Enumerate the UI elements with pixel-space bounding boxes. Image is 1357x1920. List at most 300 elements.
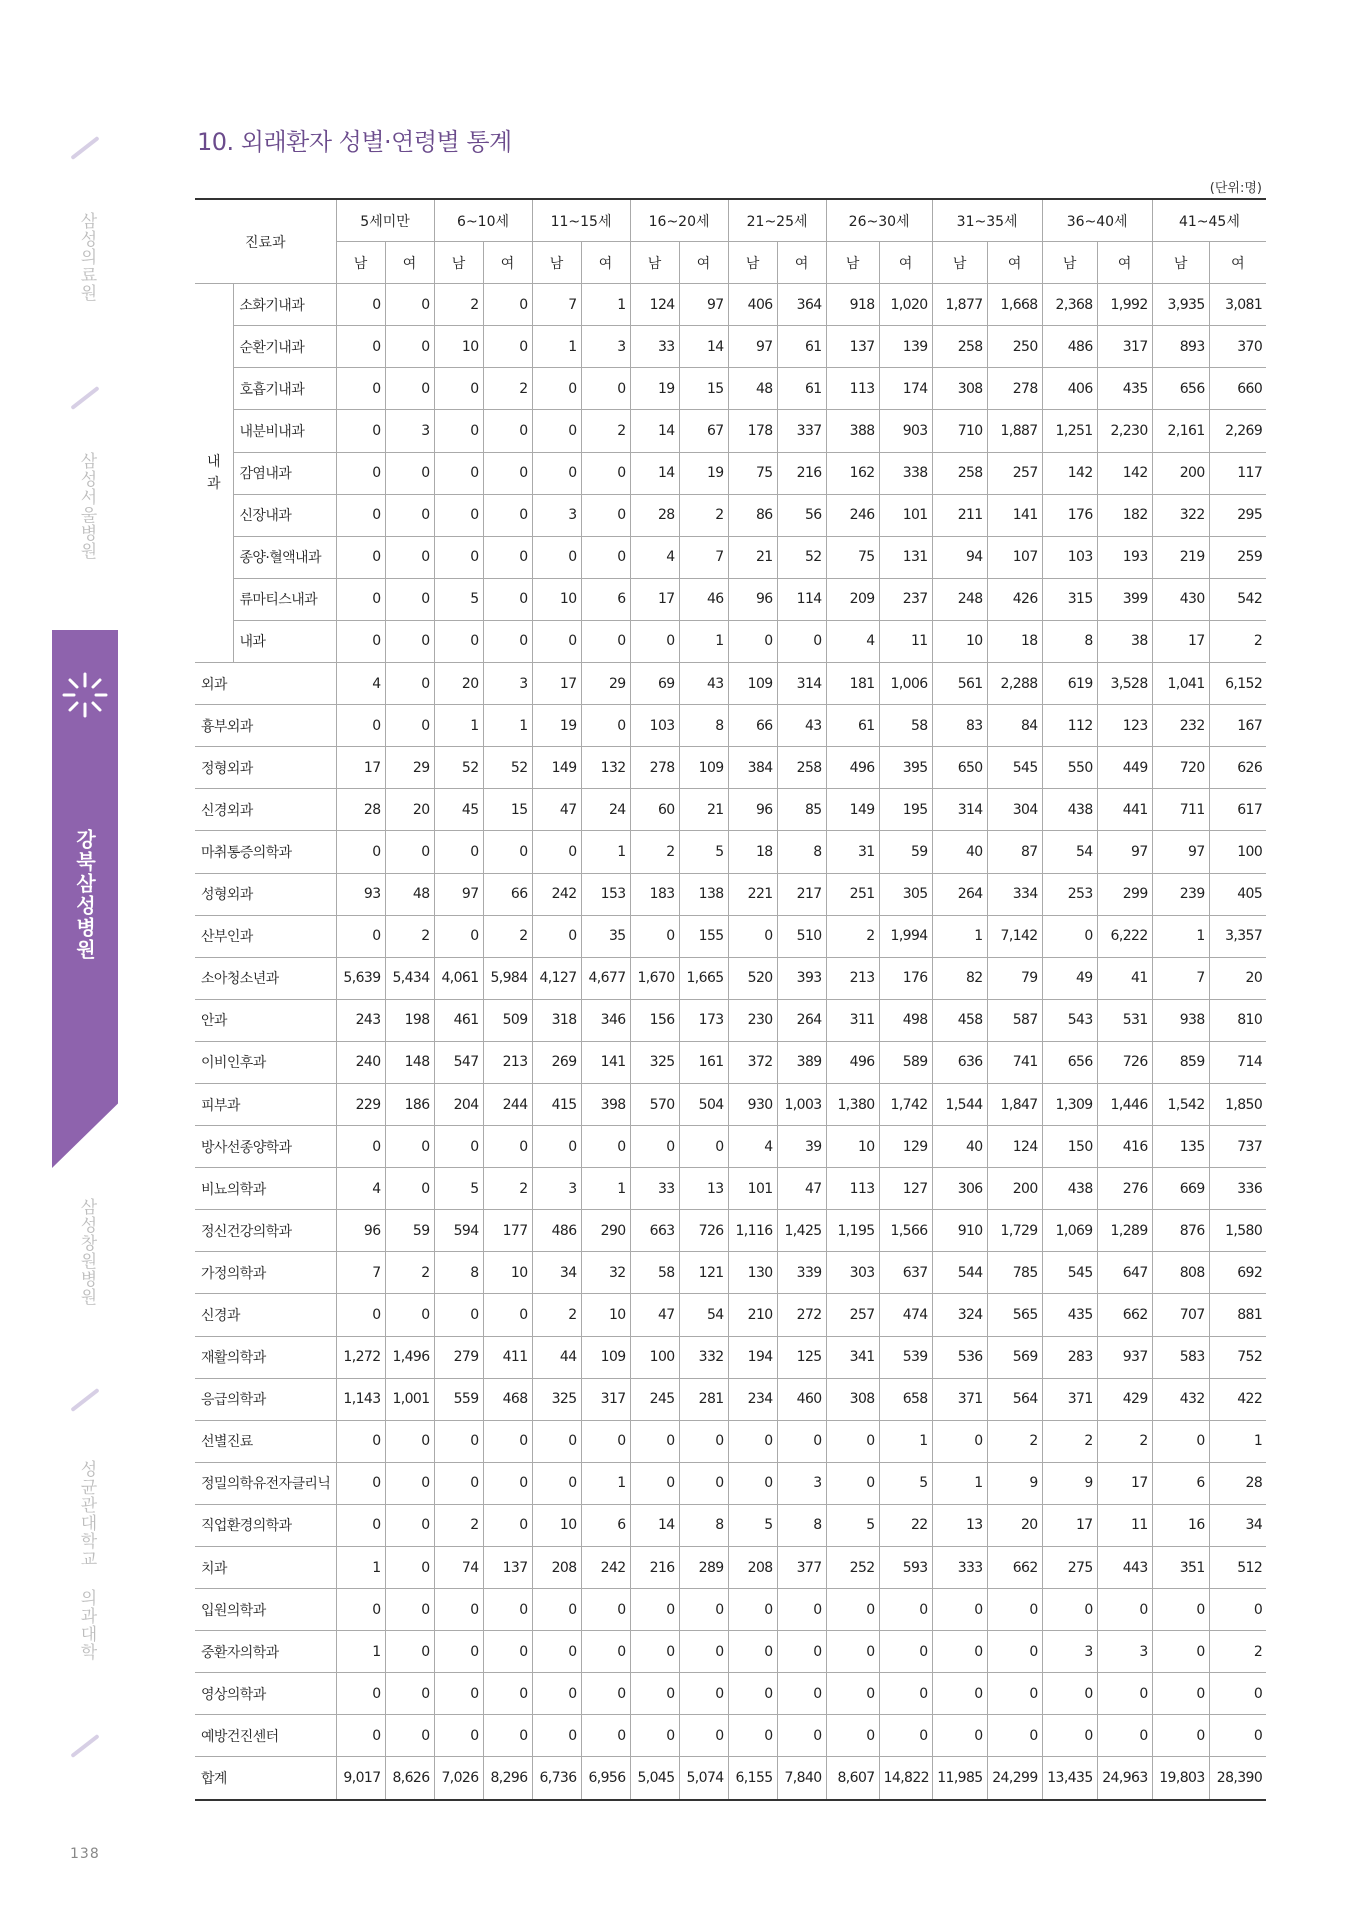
table-cell: 269	[532, 1041, 581, 1083]
male-header: 남	[1152, 242, 1209, 284]
sidebar-tab-samsung-changwon-hospital[interactable]	[72, 1198, 102, 1368]
table-cell: 0	[581, 1673, 630, 1715]
table-cell: 3,357	[1209, 915, 1266, 957]
table-cell: 4	[728, 1126, 777, 1168]
table-cell: 34	[532, 1252, 581, 1294]
table-cell: 2,269	[1209, 410, 1266, 452]
table-cell: 58	[630, 1252, 679, 1294]
table-cell: 726	[1097, 1041, 1152, 1083]
table-cell: 6	[581, 1504, 630, 1546]
table-cell: 2	[1209, 1631, 1266, 1673]
table-cell: 0	[987, 1631, 1042, 1673]
table-cell: 15	[679, 368, 728, 410]
table-cell: 33	[630, 326, 679, 368]
table-cell: 656	[1152, 368, 1209, 410]
table-cell: 0	[1152, 1673, 1209, 1715]
dept-name: 소아청소년과	[195, 957, 336, 999]
table-cell: 1,542	[1152, 1083, 1209, 1125]
table-cell: 0	[385, 284, 434, 326]
table-cell: 0	[932, 1631, 987, 1673]
table-cell: 0	[336, 368, 385, 410]
table-cell: 692	[1209, 1252, 1266, 1294]
table-cell: 183	[630, 873, 679, 915]
table-cell: 741	[987, 1041, 1042, 1083]
table-cell: 24,299	[987, 1757, 1042, 1800]
table-cell: 21	[679, 789, 728, 831]
table-cell: 17	[1152, 620, 1209, 662]
table-cell: 156	[630, 999, 679, 1041]
table-cell: 663	[630, 1210, 679, 1252]
dept-name: 정밀의학유전자클리닉	[195, 1462, 336, 1504]
dept-name: 이비인후과	[195, 1041, 336, 1083]
header-row-sex	[195, 242, 1266, 284]
table-cell: 0	[336, 705, 385, 747]
table-cell: 1	[879, 1420, 932, 1462]
table-row	[195, 1252, 1266, 1294]
table-cell: 1	[532, 326, 581, 368]
table-cell: 137	[826, 326, 879, 368]
total-label: 합계	[195, 1757, 336, 1800]
table-cell: 46	[679, 578, 728, 620]
female-header: 여	[879, 242, 932, 284]
table-cell: 619	[1042, 663, 1097, 705]
table-cell: 0	[336, 831, 385, 873]
table-cell: 148	[385, 1041, 434, 1083]
sidebar-tab-label: 성균관대학교 의과대학	[76, 1460, 97, 1661]
table-cell: 45	[434, 789, 483, 831]
table-cell: 139	[879, 326, 932, 368]
table-cell: 17	[1097, 1462, 1152, 1504]
table-cell: 66	[483, 873, 532, 915]
table-cell: 0	[483, 1715, 532, 1757]
table-cell: 246	[826, 494, 879, 536]
table-cell: 0	[385, 1673, 434, 1715]
table-cell: 3	[483, 663, 532, 705]
divider-slash	[70, 1734, 99, 1758]
dept-name: 직업환경의학과	[195, 1504, 336, 1546]
male-header: 남	[532, 242, 581, 284]
table-row	[195, 1547, 1266, 1589]
table-cell: 149	[826, 789, 879, 831]
table-cell: 24	[581, 789, 630, 831]
table-cell: 389	[777, 1041, 826, 1083]
table-cell: 41	[1097, 957, 1152, 999]
table-cell: 426	[987, 578, 1042, 620]
table-cell: 194	[728, 1336, 777, 1378]
table-cell: 67	[679, 410, 728, 452]
table-cell: 0	[728, 620, 777, 662]
table-cell: 0	[777, 620, 826, 662]
table-cell: 0	[483, 1126, 532, 1168]
table-cell: 372	[728, 1041, 777, 1083]
table-cell: 2	[630, 831, 679, 873]
table-cell: 1,116	[728, 1210, 777, 1252]
page-number: 138	[70, 1846, 100, 1862]
table-cell: 808	[1152, 1252, 1209, 1294]
table-cell: 7,142	[987, 915, 1042, 957]
table-cell: 11	[879, 620, 932, 662]
table-cell: 460	[777, 1378, 826, 1420]
table-cell: 10	[826, 1126, 879, 1168]
table-cell: 3	[532, 1168, 581, 1210]
table-row	[195, 1420, 1266, 1462]
table-cell: 5	[728, 1504, 777, 1546]
table-cell: 322	[1152, 494, 1209, 536]
table-cell: 3,935	[1152, 284, 1209, 326]
divider-slash	[70, 136, 99, 160]
table-cell: 0	[336, 1294, 385, 1336]
dept-name: 신장내과	[233, 494, 336, 536]
table-cell: 0	[385, 1504, 434, 1546]
table-cell: 245	[630, 1378, 679, 1420]
table-cell: 20	[987, 1504, 1042, 1546]
table-cell: 0	[385, 578, 434, 620]
table-cell: 14	[630, 410, 679, 452]
table-cell: 69	[630, 663, 679, 705]
table-cell: 8,607	[826, 1757, 879, 1800]
table-cell: 325	[630, 1041, 679, 1083]
table-cell: 636	[932, 1041, 987, 1083]
table-cell: 520	[728, 957, 777, 999]
table-cell: 0	[434, 368, 483, 410]
group-label-internal-medicine	[195, 284, 233, 663]
table-cell: 162	[826, 452, 879, 494]
table-cell: 810	[1209, 999, 1266, 1041]
table-cell: 0	[434, 831, 483, 873]
sparkle-icon	[60, 670, 110, 720]
dept-name: 내분비내과	[233, 410, 336, 452]
male-header: 남	[336, 242, 385, 284]
table-row	[195, 1589, 1266, 1631]
table-cell: 182	[1097, 494, 1152, 536]
table-cell: 332	[679, 1336, 728, 1378]
table-cell: 0	[336, 620, 385, 662]
table-cell: 637	[879, 1252, 932, 1294]
table-cell: 13	[932, 1504, 987, 1546]
table-cell: 0	[483, 1631, 532, 1673]
table-cell: 124	[630, 284, 679, 326]
table-cell: 0	[385, 1631, 434, 1673]
table-cell: 0	[434, 410, 483, 452]
table-cell: 82	[932, 957, 987, 999]
table-cell: 43	[777, 705, 826, 747]
table-cell: 0	[581, 1631, 630, 1673]
table-row	[195, 368, 1266, 410]
table-cell: 257	[987, 452, 1042, 494]
table-cell: 3,528	[1097, 663, 1152, 705]
table-cell: 707	[1152, 1294, 1209, 1336]
table-cell: 1,006	[879, 663, 932, 705]
table-cell: 252	[826, 1547, 879, 1589]
table-cell: 2,368	[1042, 284, 1097, 326]
table-cell: 29	[581, 663, 630, 705]
table-cell: 545	[987, 747, 1042, 789]
table-row	[195, 578, 1266, 620]
table-cell: 109	[679, 747, 728, 789]
table-cell: 458	[932, 999, 987, 1041]
table-row	[195, 494, 1266, 536]
table-cell: 0	[679, 1673, 728, 1715]
table-cell: 438	[1042, 1168, 1097, 1210]
table-cell: 0	[728, 1631, 777, 1673]
table-cell: 101	[879, 494, 932, 536]
table-cell: 0	[385, 494, 434, 536]
table-cell: 937	[1097, 1336, 1152, 1378]
table-cell: 341	[826, 1336, 879, 1378]
table-cell: 0	[1042, 1589, 1097, 1631]
table-cell: 3	[1042, 1631, 1097, 1673]
table-cell: 264	[777, 999, 826, 1041]
dept-name: 호흡기내과	[233, 368, 336, 410]
table-cell: 0	[581, 705, 630, 747]
table-cell: 0	[483, 1420, 532, 1462]
table-cell: 930	[728, 1083, 777, 1125]
table-cell: 19	[532, 705, 581, 747]
female-header: 여	[777, 242, 826, 284]
table-cell: 4	[336, 1168, 385, 1210]
table-cell: 278	[987, 368, 1042, 410]
table-cell: 0	[777, 1420, 826, 1462]
table-cell: 1,729	[987, 1210, 1042, 1252]
table-cell: 0	[483, 1294, 532, 1336]
table-cell: 2	[826, 915, 879, 957]
table-cell: 7	[679, 536, 728, 578]
table-cell: 9,017	[336, 1757, 385, 1800]
table-cell: 711	[1152, 789, 1209, 831]
table-cell: 0	[532, 536, 581, 578]
table-cell: 74	[434, 1547, 483, 1589]
age-group-header: 16~20세	[630, 199, 728, 242]
table-cell: 938	[1152, 999, 1209, 1041]
table-cell: 0	[532, 1126, 581, 1168]
table-cell: 176	[1042, 494, 1097, 536]
total-row	[195, 1757, 1266, 1800]
table-cell: 0	[336, 410, 385, 452]
table-cell: 1	[581, 1168, 630, 1210]
dept-name: 종양·혈액내과	[233, 536, 336, 578]
table-cell: 0	[385, 1715, 434, 1757]
table-cell: 395	[879, 747, 932, 789]
table-cell: 0	[777, 1589, 826, 1631]
sidebar-tab-label-active: 강북삼성병원	[72, 829, 97, 961]
table-cell: 295	[1209, 494, 1266, 536]
table-cell: 242	[532, 873, 581, 915]
table-cell: 0	[385, 831, 434, 873]
table-cell: 0	[987, 1589, 1042, 1631]
table-cell: 509	[483, 999, 532, 1041]
table-row	[195, 1673, 1266, 1715]
table-cell: 411	[483, 1336, 532, 1378]
table-cell: 0	[532, 1631, 581, 1673]
table-cell: 79	[987, 957, 1042, 999]
table-cell: 4	[826, 620, 879, 662]
table-cell: 1,143	[336, 1378, 385, 1420]
table-cell: 0	[1209, 1589, 1266, 1631]
table-cell: 219	[1152, 536, 1209, 578]
table-row	[195, 789, 1266, 831]
table-cell: 918	[826, 284, 879, 326]
table-cell: 109	[728, 663, 777, 705]
table-cell: 0	[483, 578, 532, 620]
table-row	[195, 1715, 1266, 1757]
table-row	[195, 957, 1266, 999]
table-cell: 384	[728, 747, 777, 789]
table-cell: 461	[434, 999, 483, 1041]
table-cell: 141	[581, 1041, 630, 1083]
table-cell: 1	[932, 1462, 987, 1504]
table-cell: 209	[826, 578, 879, 620]
page-title: 10. 외래환자 성별·연령별 통계	[197, 128, 512, 156]
table-cell: 31	[826, 831, 879, 873]
sidebar-tab-label: 삼성의료원	[76, 212, 97, 302]
table-cell: 4,061	[434, 957, 483, 999]
table-cell: 33	[630, 1168, 679, 1210]
table-cell: 0	[336, 1420, 385, 1462]
table-cell: 283	[1042, 1336, 1097, 1378]
table-cell: 1	[1152, 915, 1209, 957]
table-cell: 1	[581, 1462, 630, 1504]
table-cell: 438	[1042, 789, 1097, 831]
age-group-header: 11~15세	[532, 199, 630, 242]
table-cell: 0	[336, 284, 385, 326]
dept-name: 예방건진센터	[195, 1715, 336, 1757]
table-cell: 543	[1042, 999, 1097, 1041]
table-cell: 8	[679, 705, 728, 747]
table-cell: 0	[434, 620, 483, 662]
table-cell: 371	[1042, 1378, 1097, 1420]
table-cell: 2	[987, 1420, 1042, 1462]
table-cell: 0	[483, 494, 532, 536]
table-cell: 52	[777, 536, 826, 578]
table-cell: 0	[336, 1126, 385, 1168]
table-cell: 656	[1042, 1041, 1097, 1083]
table-cell: 14	[630, 1504, 679, 1546]
table-cell: 542	[1209, 578, 1266, 620]
table-cell: 155	[679, 915, 728, 957]
table-cell: 0	[532, 410, 581, 452]
table-cell: 8	[1042, 620, 1097, 662]
table-cell: 0	[630, 1420, 679, 1462]
table-cell: 5	[826, 1504, 879, 1546]
table-cell: 257	[826, 1294, 879, 1336]
table-cell: 113	[826, 368, 879, 410]
female-header: 여	[1097, 242, 1152, 284]
table-cell: 0	[385, 1168, 434, 1210]
age-group-header: 6~10세	[434, 199, 532, 242]
table-cell: 48	[728, 368, 777, 410]
sidebar-tab-samsung-seoul-hospital[interactable]	[72, 452, 102, 632]
dept-name: 정신건강의학과	[195, 1210, 336, 1252]
table-cell: 0	[483, 620, 532, 662]
female-header: 여	[483, 242, 532, 284]
table-cell: 443	[1097, 1547, 1152, 1589]
table-cell: 2	[1042, 1420, 1097, 1462]
table-cell: 561	[932, 663, 987, 705]
table-cell: 0	[679, 1462, 728, 1504]
table-cell: 217	[777, 873, 826, 915]
age-group-header: 21~25세	[728, 199, 826, 242]
table-cell: 0	[879, 1631, 932, 1673]
table-cell: 626	[1209, 747, 1266, 789]
table-cell: 1,877	[932, 284, 987, 326]
table-cell: 193	[1097, 536, 1152, 578]
dept-name: 응급의학과	[195, 1378, 336, 1420]
table-cell: 49	[1042, 957, 1097, 999]
table-cell: 258	[932, 452, 987, 494]
table-cell: 8	[777, 831, 826, 873]
table-cell: 216	[777, 452, 826, 494]
table-cell: 3	[777, 1462, 826, 1504]
table-cell: 232	[1152, 705, 1209, 747]
table-cell: 198	[385, 999, 434, 1041]
table-cell: 315	[1042, 578, 1097, 620]
table-cell: 1,850	[1209, 1083, 1266, 1125]
table-cell: 237	[879, 578, 932, 620]
table-cell: 75	[826, 536, 879, 578]
dept-name: 치과	[195, 1547, 336, 1589]
table-cell: 569	[987, 1336, 1042, 1378]
table-cell: 550	[1042, 747, 1097, 789]
table-cell: 13	[679, 1168, 728, 1210]
table-cell: 22	[879, 1504, 932, 1546]
male-header: 남	[434, 242, 483, 284]
table-cell: 306	[932, 1168, 987, 1210]
sidebar-tab-samsung-medical-center[interactable]	[72, 212, 102, 362]
dept-name: 방사선종양학과	[195, 1126, 336, 1168]
dept-name: 가정의학과	[195, 1252, 336, 1294]
table-row	[195, 1378, 1266, 1420]
table-cell: 351	[1152, 1547, 1209, 1589]
table-cell: 429	[1097, 1378, 1152, 1420]
table-cell: 240	[336, 1041, 385, 1083]
table-cell: 1	[679, 620, 728, 662]
dept-name: 비뇨의학과	[195, 1168, 336, 1210]
dept-name: 마취통증의학과	[195, 831, 336, 873]
table-cell: 324	[932, 1294, 987, 1336]
table-cell: 6	[581, 578, 630, 620]
table-cell: 20	[434, 663, 483, 705]
table-row	[195, 1294, 1266, 1336]
table-cell: 881	[1209, 1294, 1266, 1336]
table-cell: 29	[385, 747, 434, 789]
table-cell: 539	[879, 1336, 932, 1378]
sidebar-tab-skku-medicine[interactable]	[72, 1460, 102, 1700]
table-cell: 8	[777, 1504, 826, 1546]
table-cell: 0	[1097, 1715, 1152, 1757]
table-cell: 0	[1152, 1420, 1209, 1462]
table-cell: 0	[434, 1631, 483, 1673]
table-cell: 531	[1097, 999, 1152, 1041]
table-cell: 0	[532, 831, 581, 873]
table-cell: 248	[932, 578, 987, 620]
table-cell: 250	[987, 326, 1042, 368]
table-cell: 893	[1152, 326, 1209, 368]
table-cell: 311	[826, 999, 879, 1041]
male-header: 남	[630, 242, 679, 284]
table-cell: 83	[932, 705, 987, 747]
female-header: 여	[581, 242, 630, 284]
table-cell: 0	[532, 915, 581, 957]
table-cell: 3	[581, 326, 630, 368]
table-cell: 230	[728, 999, 777, 1041]
table-cell: 114	[777, 578, 826, 620]
table-cell: 6,152	[1209, 663, 1266, 705]
table-cell: 18	[728, 831, 777, 873]
table-cell: 107	[987, 536, 1042, 578]
table-cell: 176	[879, 957, 932, 999]
table-cell: 5,639	[336, 957, 385, 999]
table-cell: 1,041	[1152, 663, 1209, 705]
